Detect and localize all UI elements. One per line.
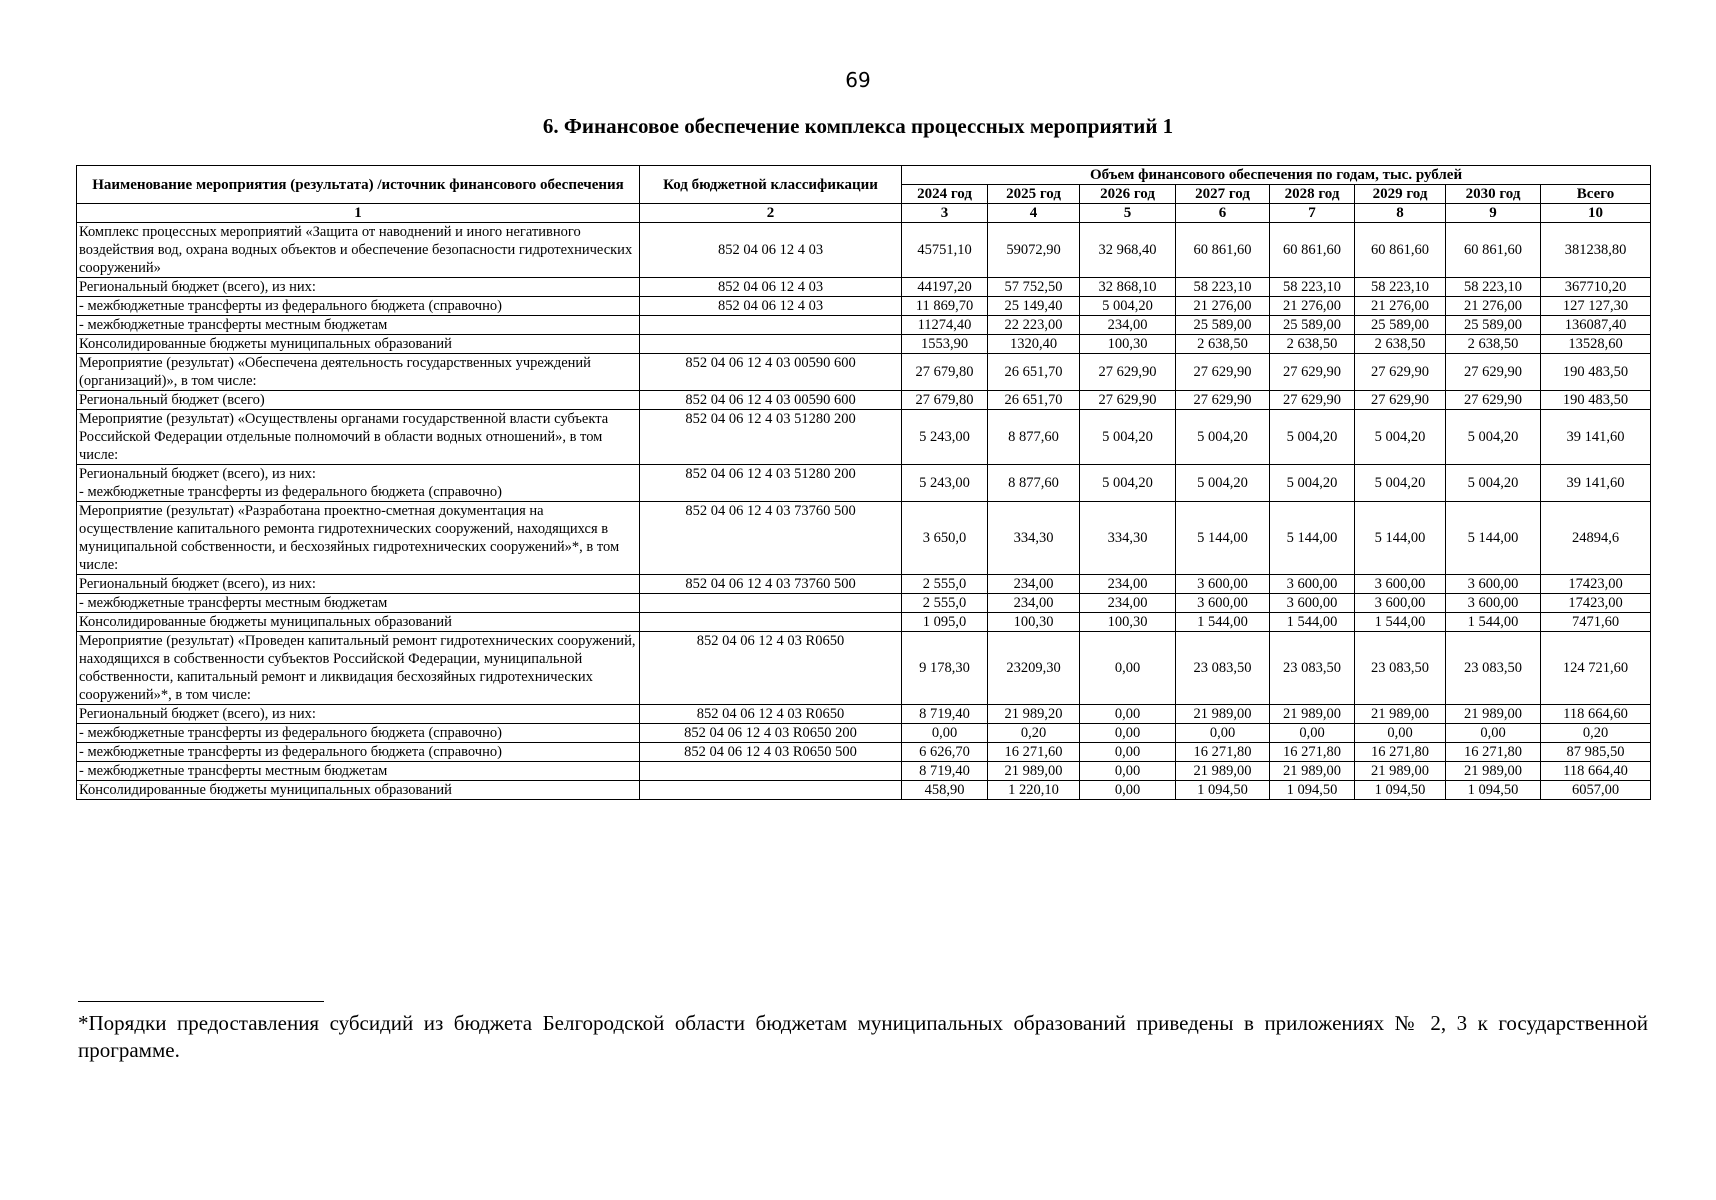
row-value: 3 600,00 — [1355, 575, 1446, 594]
row-total: 39 141,60 — [1541, 465, 1651, 502]
row-value: 3 600,00 — [1270, 575, 1355, 594]
row-code: 852 04 06 12 4 03 R0650 — [640, 705, 902, 724]
header-row-numbers — [77, 204, 1651, 223]
header-row-1 — [77, 166, 1651, 185]
row-value: 458,90 — [902, 781, 988, 800]
row-value: 16 271,80 — [1355, 743, 1446, 762]
row-value: 234,00 — [1080, 594, 1176, 613]
header-name: Наименование мероприятия (результата) /источник финансового обеспечения — [77, 166, 640, 204]
row-value: 60 861,60 — [1270, 223, 1355, 278]
row-value: 27 679,80 — [902, 391, 988, 410]
row-value: 8 877,60 — [988, 410, 1080, 465]
row-value: 27 629,90 — [1080, 391, 1176, 410]
row-value: 3 600,00 — [1176, 575, 1270, 594]
header-year: 2025 год — [988, 185, 1080, 204]
table-row — [77, 575, 1651, 594]
row-code: 852 04 06 12 4 03 — [640, 278, 902, 297]
row-value: 32 868,10 — [1080, 278, 1176, 297]
row-value: 58 223,10 — [1270, 278, 1355, 297]
row-value: 1320,40 — [988, 335, 1080, 354]
row-value: 3 600,00 — [1176, 594, 1270, 613]
row-value: 25 589,00 — [1355, 316, 1446, 335]
row-value: 21 276,00 — [1446, 297, 1541, 316]
row-name: - межбюджетные трансферты местным бюджетам — [77, 316, 640, 335]
row-value: 2 555,0 — [902, 575, 988, 594]
row-name: Региональный бюджет (всего), из них: — [77, 575, 640, 594]
row-value: 27 679,80 — [902, 354, 988, 391]
col-number: 9 — [1446, 204, 1541, 223]
table-row — [77, 316, 1651, 335]
table-row — [77, 781, 1651, 800]
row-value: 21 989,00 — [1355, 762, 1446, 781]
row-total: 124 721,60 — [1541, 632, 1651, 705]
row-value: 8 719,40 — [902, 705, 988, 724]
row-value: 5 004,20 — [1446, 465, 1541, 502]
row-name: Консолидированные бюджеты муниципальных образований — [77, 335, 640, 354]
row-value: 27 629,90 — [1446, 354, 1541, 391]
col-number: 4 — [988, 204, 1080, 223]
row-name-line: - межбюджетные трансферты из федерального бюджета (справочно) — [79, 484, 502, 500]
row-value: 3 600,00 — [1446, 594, 1541, 613]
row-value: 21 276,00 — [1355, 297, 1446, 316]
row-value: 11274,40 — [902, 316, 988, 335]
row-value: 21 989,00 — [988, 762, 1080, 781]
row-value: 44197,20 — [902, 278, 988, 297]
header-total: Всего — [1541, 185, 1651, 204]
table-row — [77, 632, 1651, 705]
financing-table — [76, 165, 1651, 800]
row-value: 0,00 — [1080, 762, 1176, 781]
header-year: 2024 год — [902, 185, 988, 204]
row-total: 6057,00 — [1541, 781, 1651, 800]
header-year: 2026 год — [1080, 185, 1176, 204]
row-value: 21 989,00 — [1270, 762, 1355, 781]
row-value: 5 004,20 — [1446, 410, 1541, 465]
row-value: 2 638,50 — [1355, 335, 1446, 354]
row-value: 5 004,20 — [1080, 465, 1176, 502]
row-value: 0,00 — [1446, 724, 1541, 743]
row-value: 21 989,00 — [1446, 705, 1541, 724]
row-value: 1 094,50 — [1355, 781, 1446, 800]
row-name: Региональный бюджет (всего) — [77, 391, 640, 410]
row-value: 25 589,00 — [1176, 316, 1270, 335]
row-value: 16 271,60 — [988, 743, 1080, 762]
row-value: 16 271,80 — [1270, 743, 1355, 762]
row-value: 23 083,50 — [1355, 632, 1446, 705]
table-row — [77, 223, 1651, 278]
row-value: 5 004,20 — [1355, 410, 1446, 465]
row-total: 367710,20 — [1541, 278, 1651, 297]
row-total: 13528,60 — [1541, 335, 1651, 354]
table-row — [77, 410, 1651, 465]
row-total: 7471,60 — [1541, 613, 1651, 632]
row-value: 2 638,50 — [1446, 335, 1541, 354]
row-value: 0,00 — [1080, 705, 1176, 724]
row-value: 1 220,10 — [988, 781, 1080, 800]
row-name: - межбюджетные трансферты местным бюджетам — [77, 762, 640, 781]
row-value: 27 629,90 — [1270, 391, 1355, 410]
table-row — [77, 465, 1651, 502]
row-value: 1553,90 — [902, 335, 988, 354]
row-value: 0,00 — [1355, 724, 1446, 743]
row-value: 21 989,00 — [1176, 762, 1270, 781]
row-name: Консолидированные бюджеты муниципальных образований — [77, 613, 640, 632]
row-value: 11 869,70 — [902, 297, 988, 316]
header-year: 2030 год — [1446, 185, 1541, 204]
table-row — [77, 594, 1651, 613]
row-code — [640, 335, 902, 354]
row-code: 852 04 06 12 4 03 — [640, 297, 902, 316]
row-name: - межбюджетные трансферты из федерального бюджета (справочно) — [77, 743, 640, 762]
row-value: 25 589,00 — [1270, 316, 1355, 335]
row-value: 25 149,40 — [988, 297, 1080, 316]
col-number: 3 — [902, 204, 988, 223]
table-row — [77, 613, 1651, 632]
col-number: 1 — [77, 204, 640, 223]
row-name: Региональный бюджет (всего), из них: — [77, 278, 640, 297]
row-value: 60 861,60 — [1355, 223, 1446, 278]
row-value: 234,00 — [1080, 575, 1176, 594]
row-name: Мероприятие (результат) «Обеспечена деятельность государственных учреждений (организаций)», в том числе: — [77, 354, 640, 391]
row-value: 21 989,20 — [988, 705, 1080, 724]
row-value: 100,30 — [1080, 335, 1176, 354]
row-value: 21 989,00 — [1176, 705, 1270, 724]
row-total: 118 664,60 — [1541, 705, 1651, 724]
table-row — [77, 335, 1651, 354]
row-value: 45751,10 — [902, 223, 988, 278]
row-value: 27 629,90 — [1446, 391, 1541, 410]
header-volume: Объем финансового обеспечения по годам, тыс. рублей — [902, 166, 1651, 185]
row-value: 58 223,10 — [1446, 278, 1541, 297]
row-code — [640, 781, 902, 800]
row-value: 3 600,00 — [1355, 594, 1446, 613]
row-code: 852 04 06 12 4 03 00590 600 — [640, 354, 902, 391]
row-name: Региональный бюджет (всего), из них: — [77, 705, 640, 724]
footnote-rule — [78, 1001, 324, 1002]
row-value: 8 877,60 — [988, 465, 1080, 502]
row-total: 118 664,40 — [1541, 762, 1651, 781]
row-value: 1 544,00 — [1270, 613, 1355, 632]
table-row — [77, 762, 1651, 781]
row-value: 5 144,00 — [1270, 502, 1355, 575]
row-value: 21 989,00 — [1355, 705, 1446, 724]
row-value: 1 094,50 — [1446, 781, 1541, 800]
row-value: 5 243,00 — [902, 410, 988, 465]
header-year: 2027 год — [1176, 185, 1270, 204]
row-value: 27 629,90 — [1355, 354, 1446, 391]
row-name: Мероприятие (результат) «Осуществлены органами государственной власти субъекта Российской Федерации отдельные полномочий в области водных отношений», в том числе: — [77, 410, 640, 465]
row-total: 17423,00 — [1541, 594, 1651, 613]
row-total: 127 127,30 — [1541, 297, 1651, 316]
row-code — [640, 594, 902, 613]
row-value: 2 555,0 — [902, 594, 988, 613]
row-value: 1 094,50 — [1176, 781, 1270, 800]
row-total: 17423,00 — [1541, 575, 1651, 594]
row-value: 1 544,00 — [1355, 613, 1446, 632]
row-code: 852 04 06 12 4 03 R0650 500 — [640, 743, 902, 762]
table-row — [77, 354, 1651, 391]
table-row — [77, 743, 1651, 762]
row-value: 21 276,00 — [1176, 297, 1270, 316]
row-name — [77, 465, 640, 502]
page-title: 6. Финансовое обеспечение комплекса процессных мероприятий 1 — [542, 114, 1174, 138]
row-value: 27 629,90 — [1176, 354, 1270, 391]
row-value: 60 861,60 — [1176, 223, 1270, 278]
header-year: 2028 год — [1270, 185, 1355, 204]
row-value: 100,30 — [988, 613, 1080, 632]
row-code: 852 04 06 12 4 03 73760 500 — [640, 575, 902, 594]
row-value: 1 544,00 — [1176, 613, 1270, 632]
col-number: 6 — [1176, 204, 1270, 223]
row-code — [640, 316, 902, 335]
row-value: 23 083,50 — [1446, 632, 1541, 705]
row-value: 0,00 — [1176, 724, 1270, 743]
row-code — [640, 762, 902, 781]
row-value: 23 083,50 — [1270, 632, 1355, 705]
col-number: 8 — [1355, 204, 1446, 223]
row-total: 39 141,60 — [1541, 410, 1651, 465]
row-value: 22 223,00 — [988, 316, 1080, 335]
row-value: 58 223,10 — [1355, 278, 1446, 297]
table-row — [77, 502, 1651, 575]
row-value: 3 600,00 — [1270, 594, 1355, 613]
row-value: 8 719,40 — [902, 762, 988, 781]
col-number: 2 — [640, 204, 902, 223]
row-value: 5 004,20 — [1080, 297, 1176, 316]
row-value: 9 178,30 — [902, 632, 988, 705]
row-value: 27 629,90 — [1080, 354, 1176, 391]
row-value: 26 651,70 — [988, 391, 1080, 410]
row-value: 21 989,00 — [1270, 705, 1355, 724]
row-value: 23 083,50 — [1176, 632, 1270, 705]
row-value: 25 589,00 — [1446, 316, 1541, 335]
row-value: 5 004,20 — [1355, 465, 1446, 502]
row-total: 190 483,50 — [1541, 391, 1651, 410]
row-value: 16 271,80 — [1446, 743, 1541, 762]
row-value: 2 638,50 — [1176, 335, 1270, 354]
row-total: 24894,6 — [1541, 502, 1651, 575]
table-row — [77, 297, 1651, 316]
row-name: - межбюджетные трансферты местным бюджетам — [77, 594, 640, 613]
table-row — [77, 278, 1651, 297]
col-number: 7 — [1270, 204, 1355, 223]
row-name: - межбюджетные трансферты из федерального бюджета (справочно) — [77, 297, 640, 316]
row-value: 5 243,00 — [902, 465, 988, 502]
table-row — [77, 724, 1651, 743]
row-value: 5 004,20 — [1270, 410, 1355, 465]
row-name: Консолидированные бюджеты муниципальных образований — [77, 781, 640, 800]
row-value: 5 004,20 — [1176, 465, 1270, 502]
row-value: 16 271,80 — [1176, 743, 1270, 762]
row-code: 852 04 06 12 4 03 — [640, 223, 902, 278]
row-value: 27 629,90 — [1355, 391, 1446, 410]
row-value: 234,00 — [988, 575, 1080, 594]
row-value: 5 004,20 — [1270, 465, 1355, 502]
table-row — [77, 391, 1651, 410]
row-value: 0,00 — [1270, 724, 1355, 743]
row-value: 26 651,70 — [988, 354, 1080, 391]
row-total: 381238,80 — [1541, 223, 1651, 278]
row-value: 100,30 — [1080, 613, 1176, 632]
row-code: 852 04 06 12 4 03 51280 200 — [640, 465, 902, 502]
col-number: 10 — [1541, 204, 1651, 223]
row-value: 5 144,00 — [1355, 502, 1446, 575]
header-year: 2029 год — [1355, 185, 1446, 204]
row-total: 0,20 — [1541, 724, 1651, 743]
row-value: 0,00 — [1080, 632, 1176, 705]
row-value: 59072,90 — [988, 223, 1080, 278]
row-value: 60 861,60 — [1446, 223, 1541, 278]
row-value: 3 600,00 — [1446, 575, 1541, 594]
row-value: 27 629,90 — [1176, 391, 1270, 410]
row-value: 0,00 — [1080, 781, 1176, 800]
row-name: Мероприятие (результат) «Разработана проектно-сметная документация на осуществление капитального ремонта гидротехнических сооружений, находящихся в муниципальной собственности, и бесхозяйных гидротехнических сооружений»*, в том числе: — [77, 502, 640, 575]
row-code: 852 04 06 12 4 03 R0650 200 — [640, 724, 902, 743]
row-value: 0,00 — [1080, 743, 1176, 762]
row-code: 852 04 06 12 4 03 R0650 — [640, 632, 902, 705]
row-value: 5 144,00 — [1176, 502, 1270, 575]
row-value: 0,00 — [1080, 724, 1176, 743]
row-value: 57 752,50 — [988, 278, 1080, 297]
row-value: 234,00 — [1080, 316, 1176, 335]
table-row — [77, 705, 1651, 724]
page-number: 69 — [845, 68, 871, 92]
row-code — [640, 613, 902, 632]
row-name: Мероприятие (результат) «Проведен капитальный ремонт гидротехнических сооружений, находящихся в собственности субъектов Российской Федерации, муниципальной собственности, капитальный ремонт и ликвидация бесхозяйных гидротехнических сооружений»*, в том числе: — [77, 632, 640, 705]
row-value: 21 989,00 — [1446, 762, 1541, 781]
row-value: 334,30 — [988, 502, 1080, 575]
row-value: 0,20 — [988, 724, 1080, 743]
row-value: 2 638,50 — [1270, 335, 1355, 354]
row-value: 0,00 — [902, 724, 988, 743]
row-name: - межбюджетные трансферты из федерального бюджета (справочно) — [77, 724, 640, 743]
row-code: 852 04 06 12 4 03 00590 600 — [640, 391, 902, 410]
row-value: 5 004,20 — [1176, 410, 1270, 465]
row-value: 5 004,20 — [1080, 410, 1176, 465]
row-value: 6 626,70 — [902, 743, 988, 762]
row-total: 190 483,50 — [1541, 354, 1651, 391]
row-value: 5 144,00 — [1446, 502, 1541, 575]
row-value: 32 968,40 — [1080, 223, 1176, 278]
row-value: 21 276,00 — [1270, 297, 1355, 316]
row-value: 334,30 — [1080, 502, 1176, 575]
row-value: 27 629,90 — [1270, 354, 1355, 391]
row-name-line: Региональный бюджет (всего), из них: — [79, 466, 316, 482]
row-value: 1 544,00 — [1446, 613, 1541, 632]
row-total: 87 985,50 — [1541, 743, 1651, 762]
row-value: 1 095,0 — [902, 613, 988, 632]
row-total: 136087,40 — [1541, 316, 1651, 335]
row-value: 23209,30 — [988, 632, 1080, 705]
row-code: 852 04 06 12 4 03 73760 500 — [640, 502, 902, 575]
col-number: 5 — [1080, 204, 1176, 223]
row-code: 852 04 06 12 4 03 51280 200 — [640, 410, 902, 465]
row-value: 234,00 — [988, 594, 1080, 613]
row-value: 3 650,0 — [902, 502, 988, 575]
header-code: Код бюджетной классификации — [640, 166, 902, 204]
row-value: 58 223,10 — [1176, 278, 1270, 297]
row-value: 1 094,50 — [1270, 781, 1355, 800]
row-name: Комплекс процессных мероприятий «Защита от наводнений и иного негативного воздействия вод, охрана водных объектов и обеспечение безопасности гидротехнических сооружений» — [77, 223, 640, 278]
footnote: *Порядки предоставления субсидий из бюджета Белгородской области бюджетам муниципальных образований приведены в приложениях № 2, 3 к государственной программе. — [78, 1011, 1648, 1062]
